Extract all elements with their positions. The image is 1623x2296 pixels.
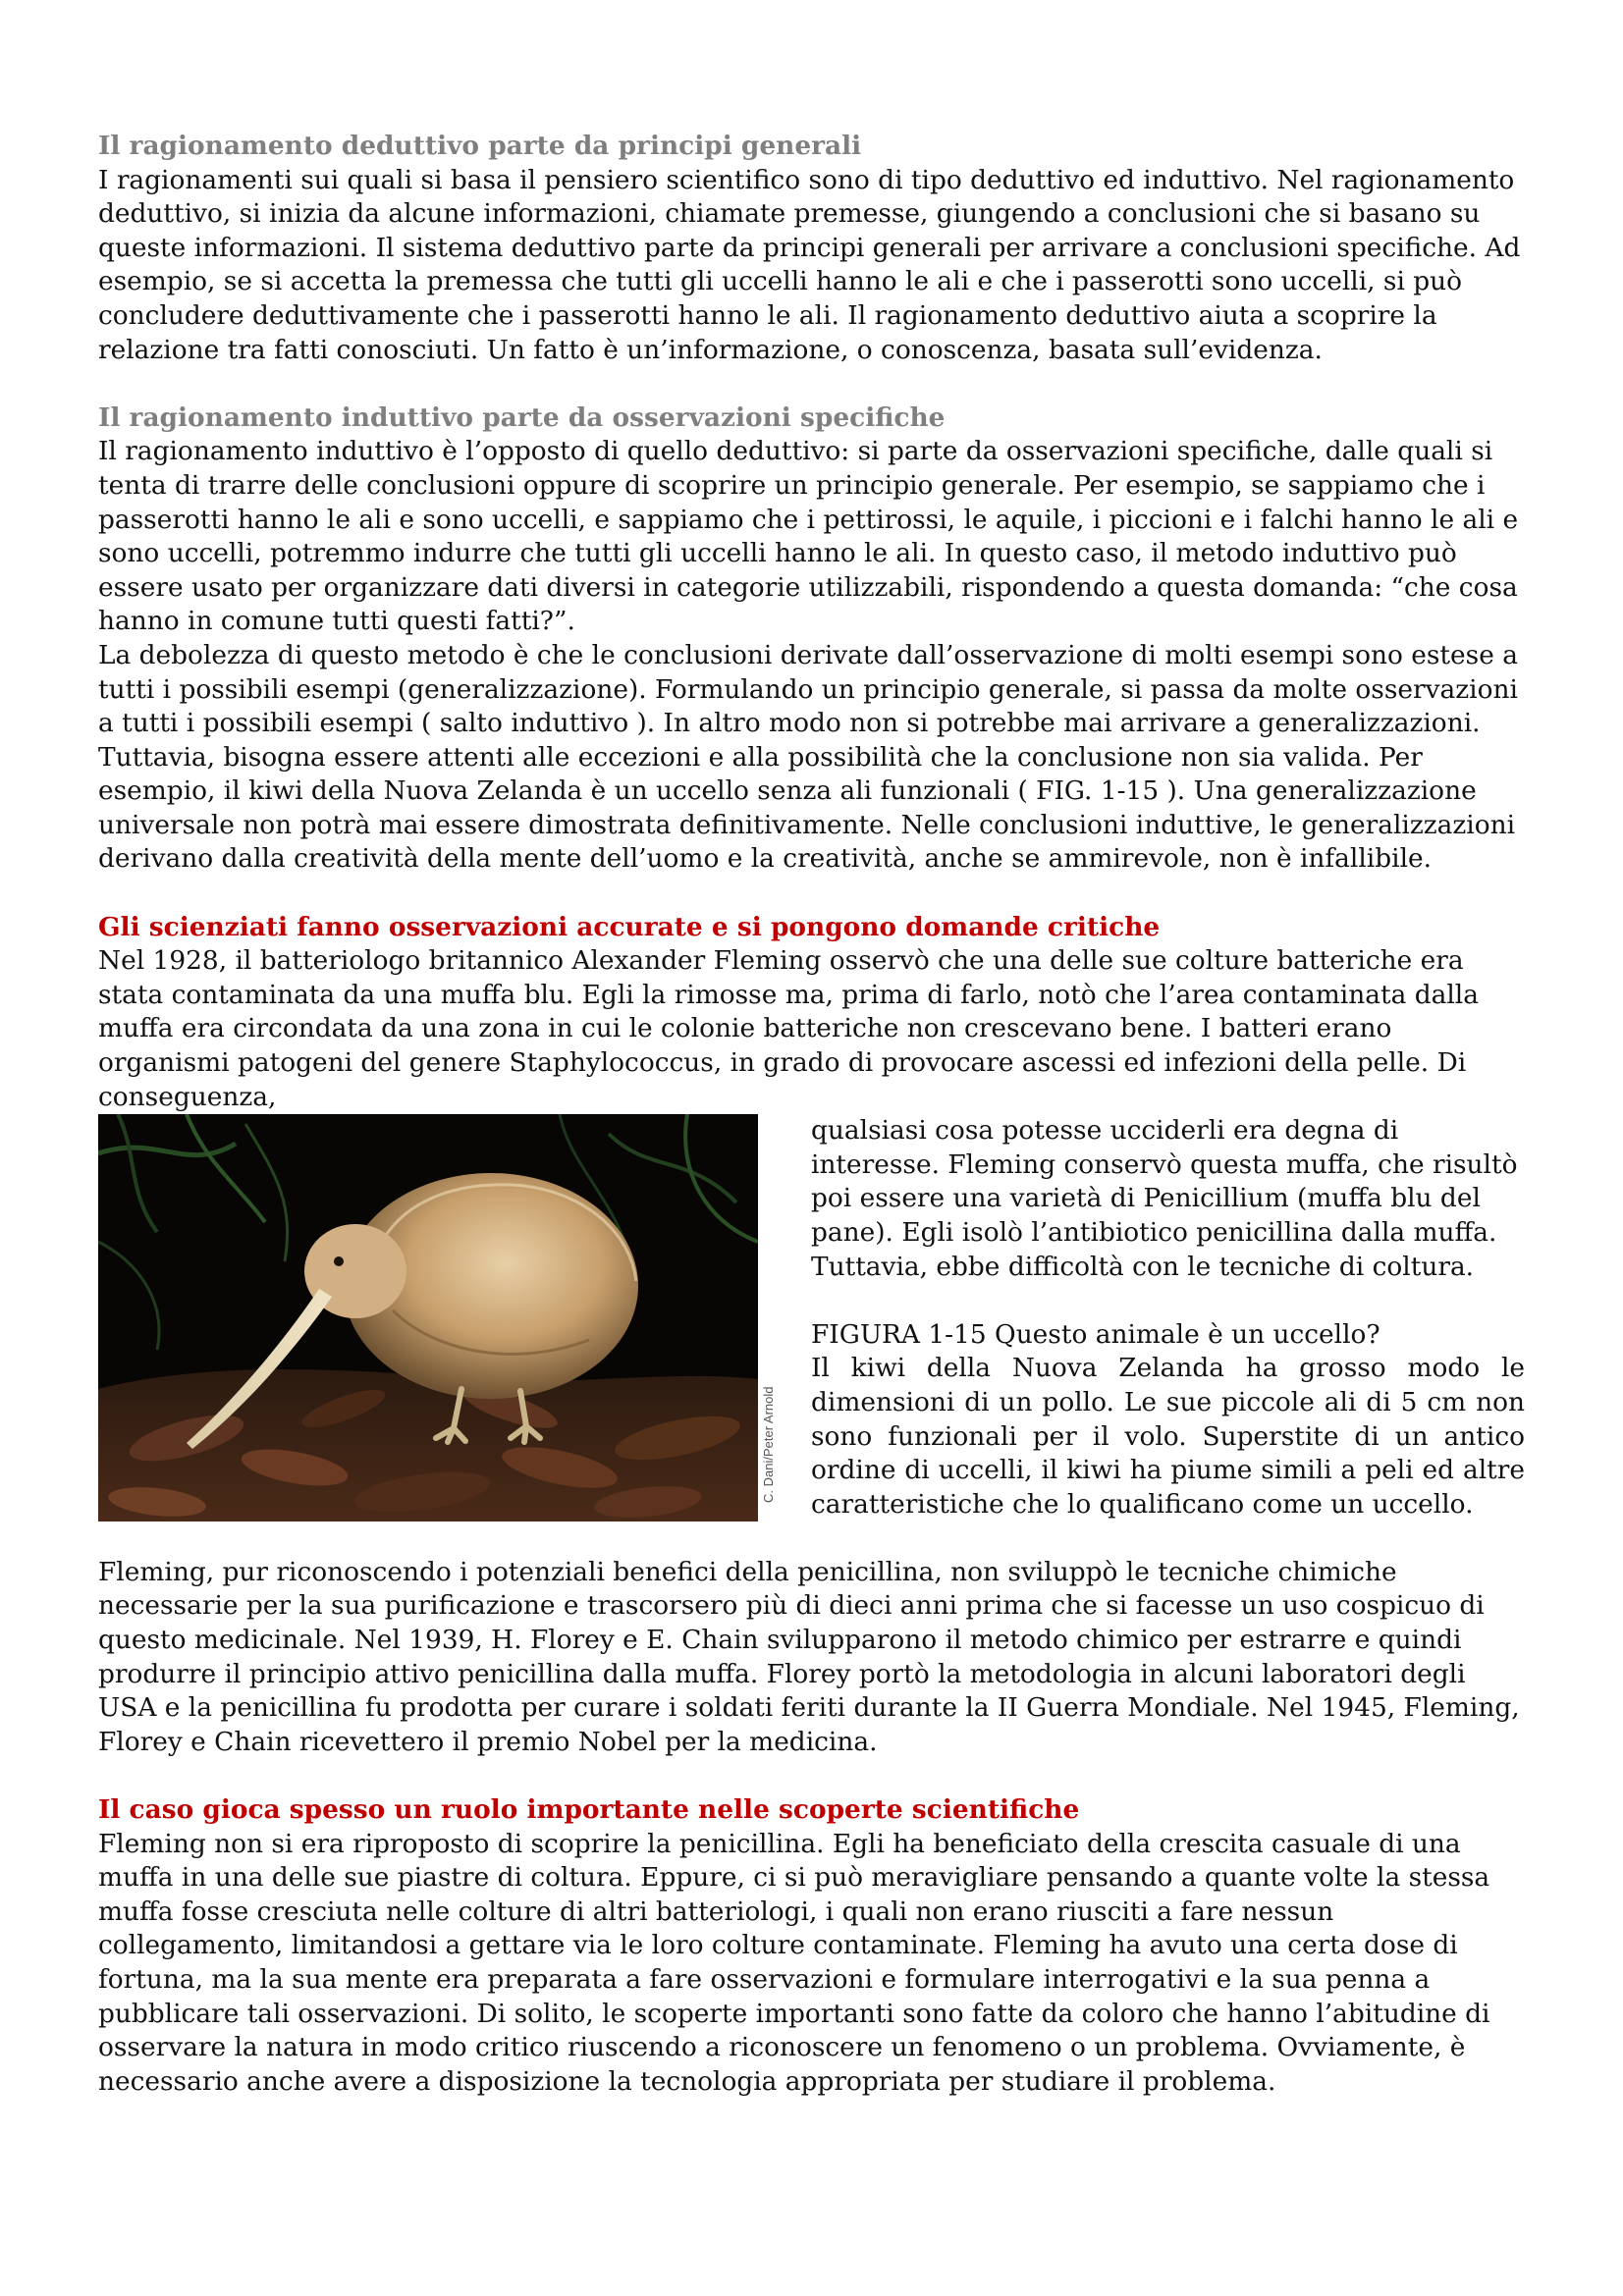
paragraph-inductive-2: La debolezza di questo metodo è che le conclusioni derivate dall’osservazione di molti esempi sono estese a tutti i possibili esempi (generalizzazione). Formulando un principio generale, si passa da molte osservazioni a tutti i possibili esempi ( salto induttivo ). In altro modo non si potrebbe mai arrivare a generalizzazioni. Tuttavia, bisogna essere attenti alle eccezioni e alla possibilità che la conclusione non sia valida. Per esempio, il kiwi della Nuova Zelanda è un uccello senza ali funzionali ( FIG. 1-15 ). Una generalizzazione universale non potrà mai essere dimostrata definitivamente. Nelle conclusioni induttive, le generalizzazioni derivano dalla creatività della mente dell’uomo e la creatività, anche se ammirevole, non è infallibile. — [98, 639, 1518, 875]
section-heading-chance: Il caso gioca spesso un ruolo importante nelle scoperte scientifiche — [98, 1793, 1080, 1825]
kiwi-illustration — [98, 1114, 758, 1522]
paragraph-chance: Fleming non si era riproposto di scoprire la penicillina. Egli ha beneficiato della crescita casuale di una muffa in una delle sue piastre di coltura. Eppure, ci si può meravigliare pensando a quante volte la stessa muffa fosse cresciuta nelle colture di altri batteriologi, i quali non erano riusciti a fare nessun collegamento, limitandosi a gettare via le loro colture contaminate. Fleming ha avuto una certa dose di fortuna, ma la sua mente era preparata a fare osservazioni e formulare interrogativi e la sua penna a pubblicare tali osservazioni. Di solito, le scoperte importanti sono fatte da coloro che hanno l’abitudine di osservare la natura in modo critico riuscendo a riconoscere un fenomeno o un problema. Ovviamente, è necessario anche avere a disposizione la tecnologia appropriata per studiare il problema. — [98, 1828, 1490, 2097]
figure-side-column — [811, 1114, 1525, 1522]
spacer — [98, 1522, 1525, 1556]
paragraph-deductive: I ragionamenti sui quali si basa il pensiero scientifico sono di tipo deduttivo ed induttivo. Nel ragionamento deduttivo, si inizia da alcune informazioni, chiamate premesse, giungendo a conclusioni che si basano su queste informazioni. Il sistema deduttivo parte da principi generali per arrivare a conclusioni specifiche. Ad esempio, se si accetta la premessa che tutti gli uccelli hanno le ali e che i passerotti sono uccelli, si può concludere deduttivamente che i passerotti hanno le ali. Il ragionamento deduttivo aiuta a scoprire la relazione tra fatti conosciuti. Un fatto è un’informazione, o conoscenza, basata sull’evidenza. — [98, 164, 1521, 365]
photo-credit: C. Dani/Peter Arnold — [761, 1386, 776, 1504]
paragraph-inductive-1: Il ragionamento induttivo è l’opposto di quello deduttivo: si parte da osservazioni specifiche, dalle quali si tenta di trarre delle conclusioni oppure di scoprire un principio generale. Per esempio, se sappiamo che i passerotti hanno le ali e sono uccelli, e sappiamo che i pettirossi, le aquile, i piccioni e i falchi hanno le ali e sono uccelli, potremmo indurre che tutti gli uccelli hanno le ali. In questo caso, il metodo induttivo può essere usato per organizzare dati diversi in categorie utilizzabili, rispondendo a questa domanda: “che cosa hanno in comune tutti questi fatti?”. — [98, 436, 1519, 637]
spacer — [811, 1284, 1525, 1318]
section-heading-deductive: Il ragionamento deduttivo parte da principi generali — [98, 131, 862, 161]
spacer — [98, 367, 1525, 401]
spacer — [98, 877, 1525, 911]
figure-caption: Il kiwi della Nuova Zelanda ha grosso modo le dimensioni di un pollo. Le sue piccole ali di 5 cm non sono funzionali per il volo. Superstite di un antico ordine di uccelli, il kiwi ha piume simili a peli ed altre caratteristiche che lo qualificano come un uccello. — [811, 1353, 1525, 1520]
paragraph-fleming-continued: qualsiasi cosa potesse ucciderli era degna di interesse. Fleming conservò questa muffa, che risultò poi essere una varietà di Penicillium (muffa blu del pane). Egli isolò l’antibiotico penicillina dalla muffa. Tuttavia, ebbe difficoltà con le tecniche di coltura. — [811, 1115, 1518, 1282]
kiwi-photo — [98, 1114, 758, 1522]
spacer — [98, 1759, 1525, 1793]
section-heading-inductive: Il ragionamento induttivo parte da osservazioni specifiche — [98, 401, 946, 433]
figure-title: FIGURA 1-15 Questo animale è un uccello? — [811, 1318, 1380, 1350]
figure-1-15 — [98, 1114, 1525, 1522]
section-heading-observations: Gli scienziati fanno osservazioni accurate e si pongono domande critiche — [98, 911, 1161, 942]
paragraph-fleming-2: Fleming, pur riconoscendo i potenziali benefici della penicillina, non sviluppò le tecniche chimiche necessarie per la sua purificazione e trascorsero più di dieci anni prima che si facesse un uso cospicuo di questo medicinale. Nel 1939, H. Florey e E. Chain svilupparono il metodo chimico per estrarre e quindi produrre il principio attivo penicillina dalla muffa. Florey portò la metodologia in alcuni laboratori degli USA e la penicillina fu prodotta per curare i soldati feriti durante la II Guerra Mondiale. Nel 1945, Fleming, Florey e Chain ricevettero il premio Nobel per la medicina. — [98, 1556, 1520, 1757]
paragraph-fleming-1: Nel 1928, il batteriologo britannico Alexander Fleming osservò che una delle sue colture batteriche era stata contaminata da una muffa blu. Egli la rimosse ma, prima di farlo, notò che l’area contaminata dalla muffa era circondata da una zona in cui le colonie batteriche non crescevano bene. I batteri erano organismi patogeni del genere Staphylococcus, in grado di provocare ascessi ed infezioni della pelle. Di conseguenza, — [98, 945, 1479, 1112]
